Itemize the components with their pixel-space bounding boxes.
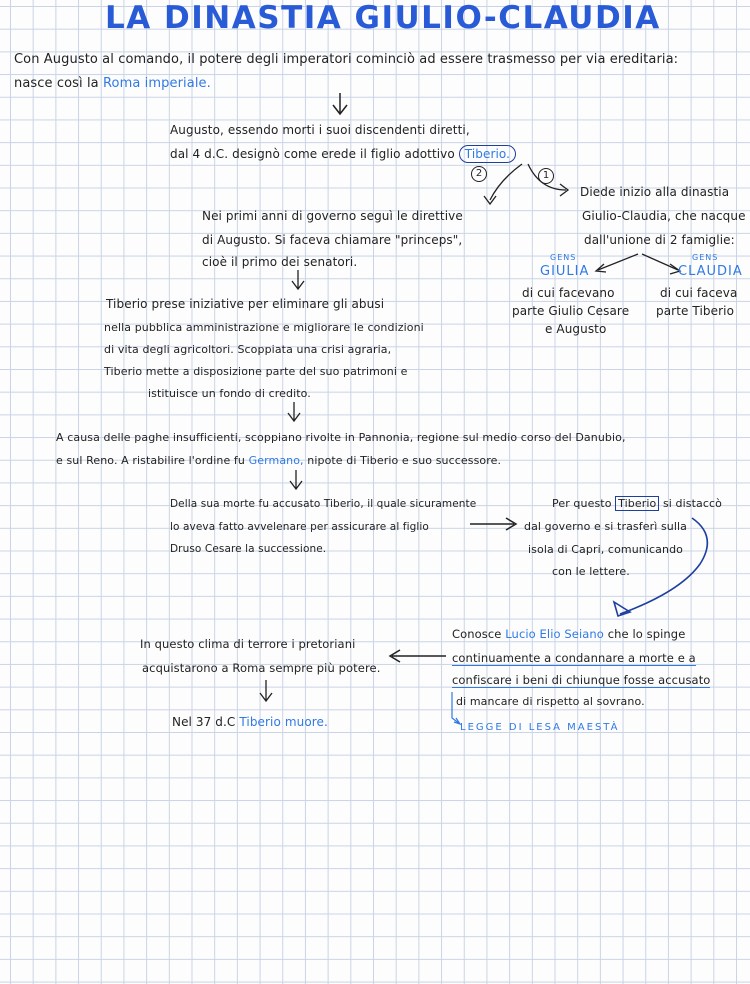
arrow-down-icon bbox=[256, 680, 276, 706]
arrow-down-icon bbox=[286, 470, 306, 494]
fine-prefix: Nel 37 d.C bbox=[172, 715, 240, 729]
iniziative-line-3: di vita degli agricoltori. Scoppiata una crisi agraria, bbox=[104, 343, 392, 356]
marker-one: 1 bbox=[538, 168, 554, 184]
capri-line-3: isola di Capri, comunicando bbox=[528, 543, 683, 556]
claudia-label: CLAUDIA bbox=[678, 264, 743, 279]
tiberio-pill: Tiberio. bbox=[459, 145, 516, 163]
capri-suffix: si distaccò bbox=[662, 497, 722, 510]
capri-prefix: Per questo bbox=[552, 497, 612, 510]
capri-line-4: con le lettere. bbox=[552, 565, 630, 578]
intro-prefix: nasce così la bbox=[14, 76, 103, 91]
legge-lesa-maesta: LEGGE DI LESA MAESTÀ bbox=[460, 722, 620, 733]
seiano-line-3-text: confiscare i beni di chiunque fosse accusato bbox=[452, 673, 711, 687]
arrow-left-icon bbox=[386, 646, 448, 666]
claudia-desc-1: di cui faceva bbox=[660, 286, 738, 300]
arrow-right-icon bbox=[470, 514, 520, 534]
iniziative-line-2: nella pubblica amministrazione e migliorare le condizioni bbox=[104, 321, 424, 334]
seiano-name: Lucio Elio Seiano bbox=[505, 627, 604, 641]
marker-two: 2 bbox=[471, 166, 487, 182]
fine-line bbox=[172, 710, 328, 734]
dynasty-line-3: dall'unione di 2 famiglie: bbox=[584, 233, 735, 247]
gens-claudia-label: GENS bbox=[692, 253, 719, 262]
arrow-down-icon bbox=[330, 93, 350, 117]
seiano-suffix: che lo spinge bbox=[603, 627, 686, 641]
augusto-line-1: Augusto, essendo morti i suoi discendenti diretti, bbox=[170, 123, 470, 137]
morte-line-1: Della sua morte fu accusato Tiberio, il quale sicuramente bbox=[170, 498, 477, 510]
seiano-line-4: di mancare di rispetto al sovrano. bbox=[456, 695, 645, 708]
rivolte-line-2 bbox=[56, 449, 501, 473]
giulia-label: GIULIA bbox=[540, 264, 590, 279]
seiano-line-1 bbox=[452, 622, 685, 646]
augusto-text: dal 4 d.C. designò come erede il figlio adottivo bbox=[170, 147, 455, 161]
tiberio-muore: Tiberio muore. bbox=[239, 715, 328, 729]
page-title: LA DINASTIA GIULIO-CLAUDIA bbox=[105, 0, 661, 36]
seiano-line-2 bbox=[452, 646, 696, 670]
gens-giulia-label: GENS bbox=[550, 253, 577, 262]
governo-line-3: cioè il primo dei senatori. bbox=[202, 255, 358, 269]
terrore-line-1: In questo clima di terrore i pretoriani bbox=[140, 637, 356, 651]
governo-line-2: di Augusto. Si faceva chiamare "princeps", bbox=[202, 233, 463, 247]
rivolte-suffix: nipote di Tiberio e suo successore. bbox=[303, 454, 502, 467]
seiano-line-3 bbox=[452, 668, 710, 692]
terrore-line-2: acquistarono a Roma sempre più potere. bbox=[142, 661, 381, 675]
curve-arrow-icon bbox=[600, 516, 720, 626]
iniziative-line-5: istituisce un fondo di credito. bbox=[148, 387, 311, 400]
iniziative-line-1: Tiberio prese iniziative per eliminare gli abusi bbox=[106, 297, 385, 311]
dynasty-line-1: Diede inizio alla dinastia bbox=[580, 185, 730, 199]
capri-line-1 bbox=[552, 492, 722, 516]
morte-line-3: Druso Cesare la successione. bbox=[170, 543, 327, 555]
dynasty-line-2: Giulio-Claudia, che nacque bbox=[582, 209, 746, 223]
rivolte-line-1: A causa delle paghe insufficienti, scoppiano rivolte in Pannonia, regione sul medio corso del Danubio, bbox=[56, 431, 626, 444]
arrow-down-icon bbox=[288, 270, 308, 294]
giulia-desc-3: e Augusto bbox=[545, 322, 607, 336]
seiano-prefix: Conosce bbox=[452, 627, 506, 641]
governo-line-1: Nei primi anni di governo seguì le direttive bbox=[202, 209, 463, 223]
seiano-line-2-text: continuamente a condannare a morte e a bbox=[452, 651, 696, 665]
germano: Germano, bbox=[248, 454, 304, 467]
intro-line-2 bbox=[14, 72, 211, 96]
iniziative-line-4: Tiberio mette a disposizione parte del suo patrimoni e bbox=[104, 365, 408, 378]
branch-arrows bbox=[440, 160, 600, 220]
arrow-down-icon bbox=[284, 402, 304, 426]
tiberio-box: Tiberio bbox=[615, 496, 659, 511]
morte-line-2: lo aveva fatto avvelenare per assicurare al figlio bbox=[170, 521, 429, 533]
giulia-desc-1: di cui facevano bbox=[522, 286, 615, 300]
capri-line-2: dal governo e si trasferì sulla bbox=[524, 520, 688, 533]
giulia-desc-2: parte Giulio Cesare bbox=[512, 304, 630, 318]
intro-line-1: Con Augusto al comando, il potere degli imperatori cominciò ad essere trasmesso per via ereditaria: bbox=[14, 52, 679, 67]
rivolte-prefix: e sul Reno. A ristabilire l'ordine fu bbox=[56, 454, 249, 467]
claudia-desc-2: parte Tiberio bbox=[656, 304, 735, 318]
roma-imperiale: Roma imperiale. bbox=[103, 76, 211, 91]
